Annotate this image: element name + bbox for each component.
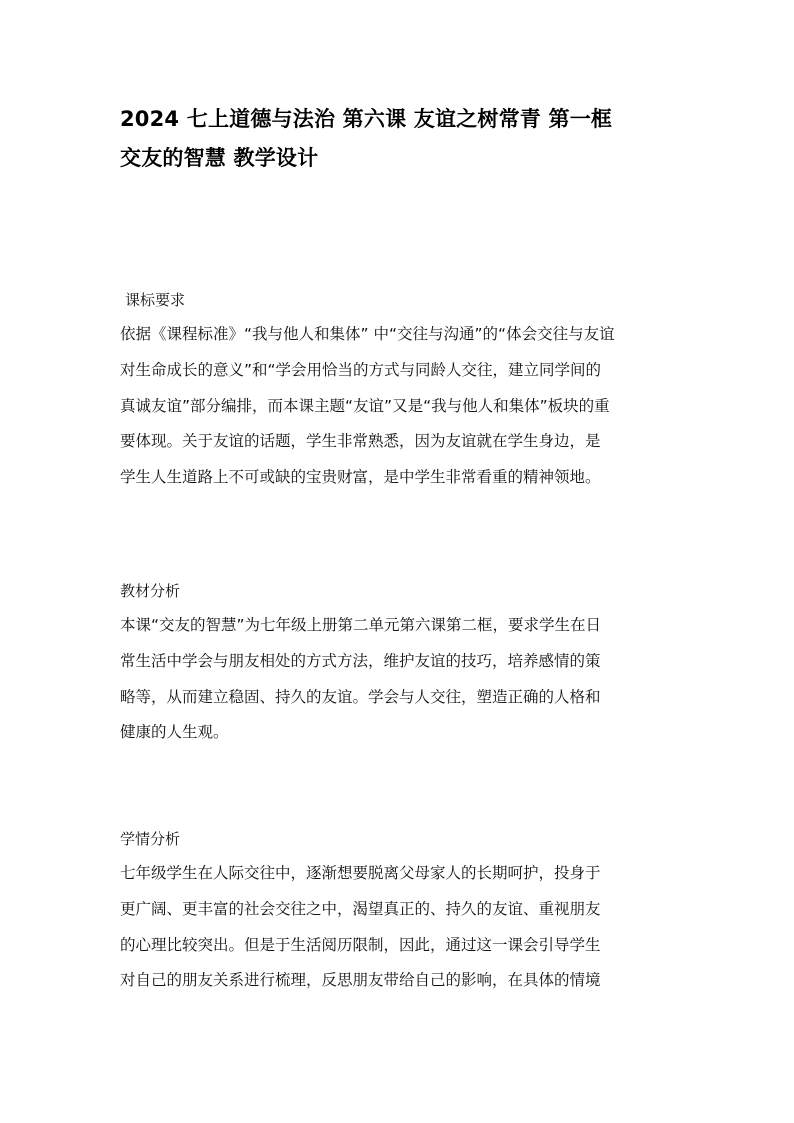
section-heading: 课标要求 xyxy=(125,291,186,309)
section-textbook-analysis xyxy=(120,578,678,751)
paragraph-line: 常生活中学会与朋友相处的方式方法，维护友谊的技巧，培养感情的策 xyxy=(120,651,601,670)
paragraph-line: 学生人生道路上不可或缺的宝贵财富，是中学生非常看重的精神领地。 xyxy=(120,468,601,487)
paragraph-line: 的心理比较突出。但是于生活阅历限制，因此，通过这一课会引导学生 xyxy=(120,935,601,954)
paragraph-line: 七年级学生在人际交往中，逐渐想要脱离父母家人的长期呵护，投身于 xyxy=(120,864,601,882)
title-line: 2024 七上道德与法治 第六课 友谊之树常青 第一框 xyxy=(120,107,613,131)
section-heading: 教材分析 xyxy=(120,582,181,600)
document-title xyxy=(120,100,680,178)
section-paragraph xyxy=(120,317,678,496)
paragraph-line: 更广阔、更丰富的社会交往之中，渴望真正的、持久的友谊、重视朋友 xyxy=(120,899,601,918)
section-paragraph xyxy=(120,608,678,751)
paragraph-line: 本课“交友的智慧”为七年级上册第二单元第六课第二框，要求学生在日 xyxy=(120,616,602,634)
section-curriculum-standard xyxy=(120,287,678,496)
section-paragraph xyxy=(120,856,678,999)
paragraph-line: 对生命成长的意义”和“学会用恰当的方式与同龄人交往，建立同学间的 xyxy=(120,360,602,379)
section-heading: 学情分析 xyxy=(120,830,181,848)
paragraph-line: 略等，从而建立稳固、持久的友谊。学会与人交往，塑造正确的人格和 xyxy=(120,687,601,706)
paragraph-line: 健康的人生观。 xyxy=(120,723,229,742)
paragraph-line: 要体现。关于友谊的话题，学生非常熟悉，因为友谊就在学生身边，是 xyxy=(120,432,601,451)
paragraph-line: 依据《课程标准》“我与他人和集体” 中“交往与沟通”的“体会交往与友谊 xyxy=(120,325,615,343)
paragraph-line: 真诚友谊”部分编排，而本课主题“友谊”又是“我与他人和集体”板块的重 xyxy=(120,396,610,415)
title-line: 交友的智慧 教学设计 xyxy=(120,146,319,170)
paragraph-line: 对自己的朋友关系进行梳理，反思朋友带给自己的影响，在具体的情境 xyxy=(120,971,601,990)
section-student-analysis xyxy=(120,826,678,999)
